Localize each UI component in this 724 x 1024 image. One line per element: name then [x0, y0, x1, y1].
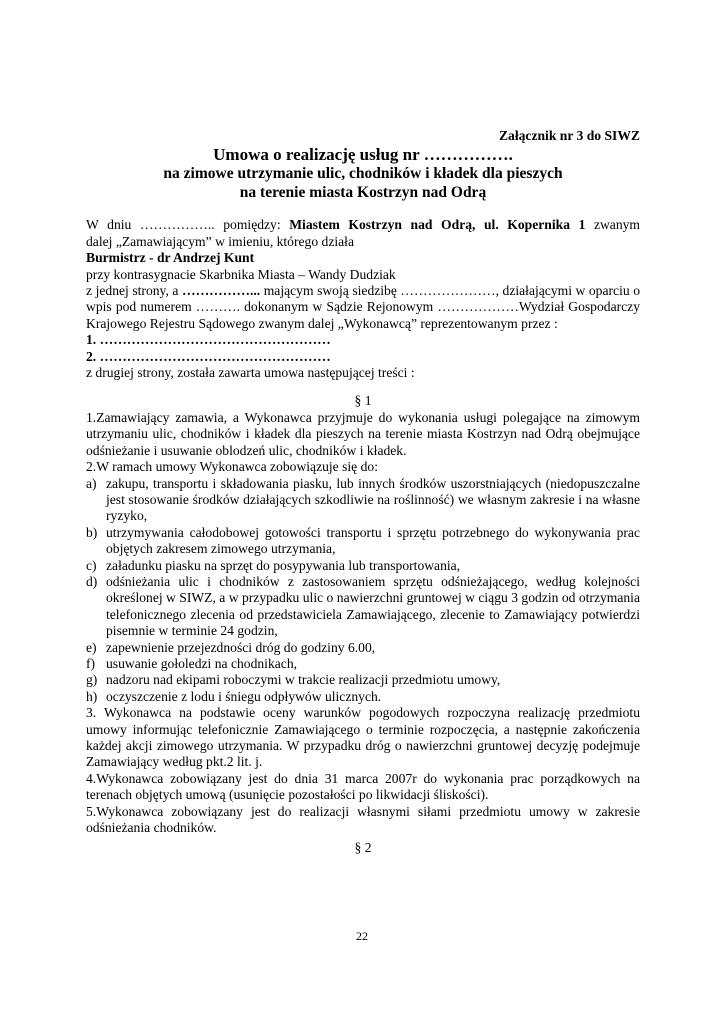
list-item-text: nadzoru nad ekipami roboczymi w trakcie realizacji przedmiotu umowy, — [106, 672, 501, 688]
list-item-text: zakupu, transportu i składowania piasku, lub innych środków uszorstniających (niedopuszczalne jest stosowanie środków działających szkodliwie na roślinność) we własnym zakresie i na własne ryzyko, — [106, 475, 640, 524]
list-item-label: b) — [86, 524, 98, 540]
section-1-point-3: 3. Wykonawca na podstawie oceny warunków pogodowych rozpoczyna realizację przedmiotu umowy informując telefonicznie Zamawiającego o terminie rozpoczęcia, a następnie zakończenia każdej akcji zimowego utrzymania. W przypadku dróg o nawierzchni gruntowej decyzję podejmuje Zamawiający według pkt.2 lit. j. — [86, 705, 640, 770]
intro-date-text: W dniu …………….. pomiędzy: — [86, 217, 290, 233]
intro-line-1 — [86, 217, 640, 233]
obligations-list — [86, 476, 640, 706]
section-1-point-2: 2.W ramach umowy Wykonawca zobowiązuje się do: — [86, 459, 378, 475]
contract-title: Umowa o realizację usług nr ……………. — [213, 145, 513, 165]
mayor-name: Burmistrz - dr Andrzej Kunt — [86, 250, 255, 266]
annex-label: Załącznik nr 3 do SIWZ — [498, 128, 640, 143]
page-number: 22 — [356, 929, 368, 943]
list-item-label: h) — [86, 688, 98, 704]
list-item-label: f) — [86, 655, 96, 671]
list-item-text: utrzymywania całodobowej gotowości transportu i sprzętu potrzebnego do wykonywania prac objętych zakresem zimowego utrzymania, — [106, 524, 640, 557]
intro-closing: z drugiej strony, została zawarta umowa następującej treści : — [86, 365, 415, 381]
list-item — [86, 640, 640, 656]
list-item-label: d) — [86, 573, 98, 589]
list-item-label: e) — [86, 639, 97, 655]
party-city: Miastem Kostrzyn nad Odrą, ul. Kopernika 1 — [289, 217, 586, 233]
list-item-text: zapewnienie przejezdności dróg do godziny 6.00, — [106, 639, 376, 655]
contract-subtitle-2: na terenie miasta Kostrzyn nad Odrą — [239, 184, 487, 202]
list-item-label: a) — [86, 475, 97, 491]
intro-called-text: zwanym — [585, 217, 641, 233]
list-item — [86, 476, 640, 525]
representative-2: 2. …………………………………………… — [86, 348, 331, 364]
list-item — [86, 525, 640, 558]
section-1-point-1: 1.Zamawiający zamawia, a Wykonawca przyjmuje do wykonania usługi polegające na zimowym utrzymaniu ulic, chodników i kładek dla pieszych na terenie miasta Kostrzyn nad Odrą obejmujące odśnieżanie i usuwanie oblodzeń ulic, chodników i kładek. — [86, 409, 640, 458]
contractor-name-blank: ……………... — [181, 283, 261, 299]
list-item — [86, 558, 640, 574]
list-item — [86, 574, 640, 640]
document-page — [86, 128, 640, 857]
section-1-point-5: 5.Wykonawca zobowiązany jest do realizacji własnymi siłami przedmiotu umowy w zakresie odśnieżania chodników. — [86, 803, 640, 836]
contractor-paragraph — [86, 283, 640, 332]
list-item-label: c) — [86, 557, 97, 573]
section-1-point-4: 4.Wykonawca zobowiązany jest do dnia 31 marca 2007r do wykonania prac porządkowych na terenach objętych umową (usunięcie pozostałości po likwidacji śliskości). — [86, 770, 640, 803]
list-item-text: załadunku piasku na sprzęt do posypywania lub transportowania, — [106, 557, 461, 573]
section-2-sign: § 2 — [354, 840, 372, 856]
list-item-text: oczyszczenie z lodu i śniegu odpływów ulicznych. — [106, 688, 382, 704]
intro-section — [86, 217, 640, 381]
treasurer-line: przy kontrasygnacie Skarbnika Miasta – Wandy Dudziak — [86, 266, 396, 282]
list-item-label: g) — [86, 672, 98, 688]
list-item-text: odśnieżania ulic i chodników z zastosowaniem sprzętu odśnieżającego, według kolejności określonej w SIWZ, a w przypadku ulic o nawierzchni gruntowej w ciągu 3 godzin od otrzymania telefonicznego zlecenia od przedstawiciela Zamawiającego, zlecenie to Zamawiający potwierdzi pisemnie w terminie 24 godzin, — [106, 573, 640, 639]
section-1-sign: § 1 — [354, 393, 372, 409]
list-item — [86, 689, 640, 705]
list-item — [86, 656, 640, 672]
list-item — [86, 672, 640, 688]
contractor-details: mającym swoją siedzibę …………………, działającymi w oparciu o wpis pod numerem ………. dokonanym w Sądzie Rejonowym ………………Wydział Gospodarczy Krajowego Rejestru Sądowego zwanym dalej „Wykonawcą” reprezentowanym przez : — [86, 283, 640, 331]
intro-line-2: dalej „Zamawiającym” w imieniu, którego działa — [86, 233, 354, 249]
list-item-text: usuwanie gołoledzi na chodnikach, — [106, 655, 298, 671]
representative-1: 1. …………………………………………… — [86, 332, 331, 348]
contract-subtitle-1: na zimowe utrzymanie ulic, chodników i kładek dla pieszych — [163, 165, 563, 183]
contractor-intro: z jednej strony, a — [86, 283, 182, 299]
